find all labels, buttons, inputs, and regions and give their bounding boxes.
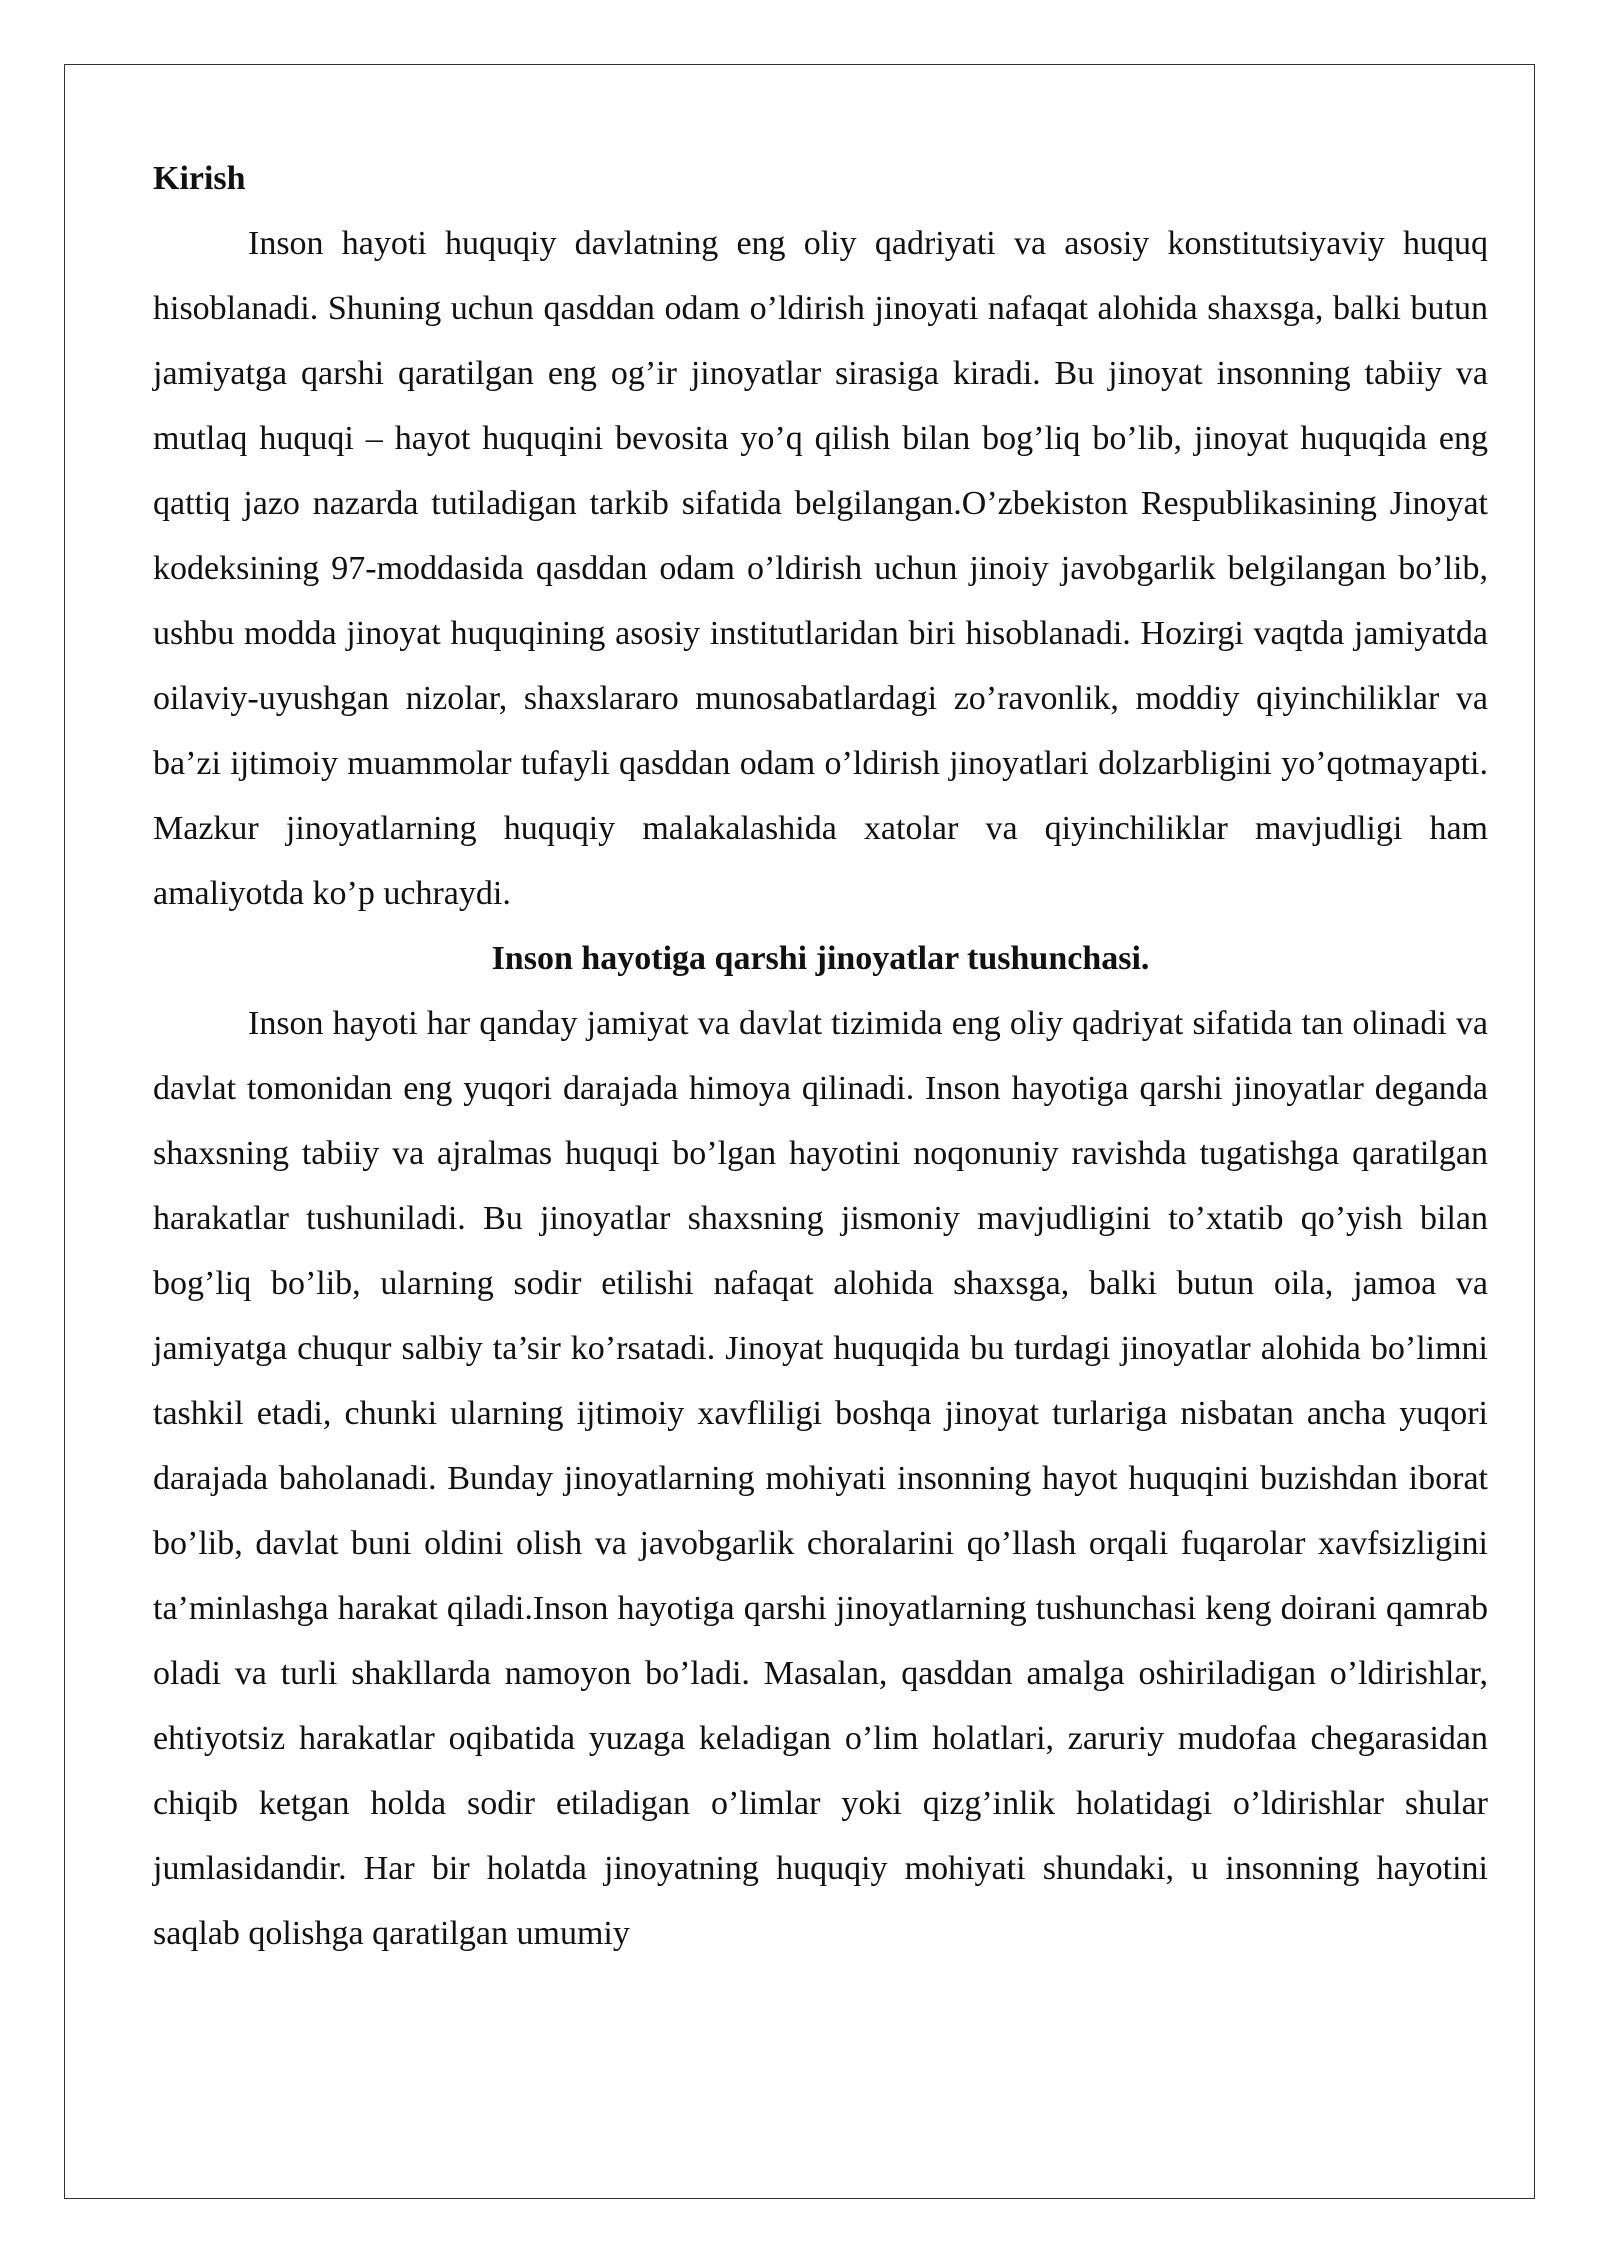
document-body [153, 146, 1488, 1966]
document-heading: Kirish [153, 160, 246, 197]
intro-paragraph: Inson hayoti huquqiy davlatning eng oliy qadriyati va asosiy konstitutsiyaviy huquq hisoblanadi. Shuning uchun qasddan odam o’ldirish jinoyati nafaqat alohida shaxsga, balki butun jamiyatga qarshi qaratilgan eng og’ir jinoyatlar sirasiga kiradi. Bu jinoyat insonning tabiiy va mutlaq huquqi – hayot huquqini bevosita yo’q qilish bilan bog’liq bo’lib, jinoyat huquqida eng qattiq jazo nazarda tutiladigan tarkib sifatida belgilangan.O’zbekiston Respublikasining Jinoyat kodeksining 97-moddasida qasddan odam o’ldirish uchun jinoiy javobgarlik belgilangan bo’lib, ushbu modda jinoyat huquqining asosiy institutlaridan biri hisoblanadi. Hozirgi vaqtda jamiyatda oilaviy-uyushgan nizolar, shaxslararo munosabatlardagi zo’ravonlik, moddiy qiyinchiliklar va ba’zi ijtimoiy muammolar tufayli qasddan odam o’ldirish jinoyatlari dolzarbligini yo’qotmayapti. Mazkur jinoyatlarning huquqiy malakalashida xatolar va qiyinchiliklar mavjudligi ham amaliyotda ko’p uchraydi. [153, 225, 1488, 912]
section-title: Inson hayotiga qarshi jinoyatlar tushunchasi. [491, 940, 1150, 977]
section-paragraph: Inson hayoti har qanday jamiyat va davlat tizimida eng oliy qadriyat sifatida tan olinadi va davlat tomonidan eng yuqori darajada himoya qilinadi. Inson hayotiga qarshi jinoyatlar deganda shaxsning tabiiy va ajralmas huquqi bo’lgan hayotini noqonuniy ravishda tugatishga qaratilgan harakatlar tushuniladi. Bu jinoyatlar shaxsning jismoniy mavjudligini to’xtatib qo’yish bilan bog’liq bo’lib, ularning sodir etilishi nafaqat alohida shaxsga, balki butun oila, jamoa va jamiyatga chuqur salbiy ta’sir ko’rsatadi. Jinoyat huquqida bu turdagi jinoyatlar alohida bo’limni tashkil etadi, chunki ularning ijtimoiy xavfliligi boshqa jinoyat turlariga nisbatan ancha yuqori darajada baholanadi. Bunday jinoyatlarning mohiyati insonning hayot huquqini buzishdan iborat bo’lib, davlat buni oldini olish va javobgarlik choralarini qo’llash orqali fuqarolar xavfsizligini ta’minlashga harakat qiladi.Inson hayotiga qarshi jinoyatlarning tushunchasi keng doirani qamrab oladi va turli shakllarda namoyon bo’ladi. Masalan, qasddan amalga oshiriladigan o’ldirishlar, ehtiyotsiz harakatlar oqibatida yuzaga keladigan o’lim holatlari, zaruriy mudofaa chegarasidan chiqib ketgan holda sodir etiladigan o’limlar yoki qizg’inlik holatidagi o’ldirishlar shular jumlasidandir. Har bir holatda jinoyatning huquqiy mohiyati shundaki, u insonning hayotini saqlab qolishga qaratilgan umumiy [153, 1005, 1488, 1952]
